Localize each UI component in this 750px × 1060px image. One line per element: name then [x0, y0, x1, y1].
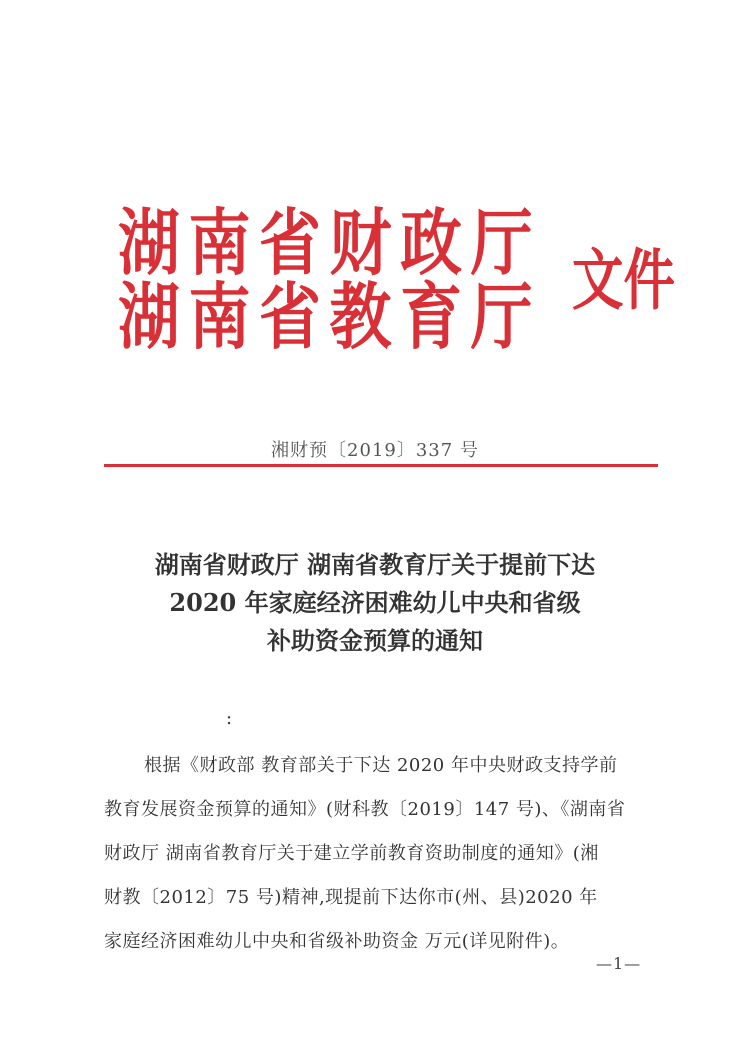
page-number: —1—: [596, 954, 642, 973]
document-type-label: 文件: [572, 242, 675, 319]
body-line-2: 教育发展资金预算的通知》(财科教〔2019〕147 号)、《湖南省: [104, 799, 626, 820]
body-line-1: 根据《财政部 教育部关于下达 2020 年中央财政支持学前: [144, 755, 618, 776]
body-line-3: 财政厅 湖南省教育厅关于建立学前教育资助制度的通知》(湘: [104, 843, 599, 864]
document-number: 湘财预〔2019〕337 号: [271, 440, 479, 461]
title-line-3: 补助资金预算的通知: [267, 626, 483, 655]
title-line-2: 2020 年家庭经济困难幼儿中央和省级: [169, 588, 581, 617]
org-name-finance: 湖南省财政厅: [118, 201, 542, 285]
title-line-1: 湖南省财政厅 湖南省教育厅关于提前下达: [154, 550, 596, 579]
body-text: [104, 744, 660, 964]
document-title: [90, 546, 660, 660]
header-red-rule: [104, 464, 658, 467]
addressee: :: [226, 708, 233, 729]
issuing-organizations: [118, 201, 610, 359]
body-line-5: 家庭经济困难幼儿中央和省级补助资金 万元(详见附件)。: [104, 931, 570, 952]
body-line-4: 财教〔2012〕75 号)精神,现提前下达你市(州、县)2020 年: [104, 887, 598, 908]
org-name-education: 湖南省教育厅: [118, 275, 542, 359]
